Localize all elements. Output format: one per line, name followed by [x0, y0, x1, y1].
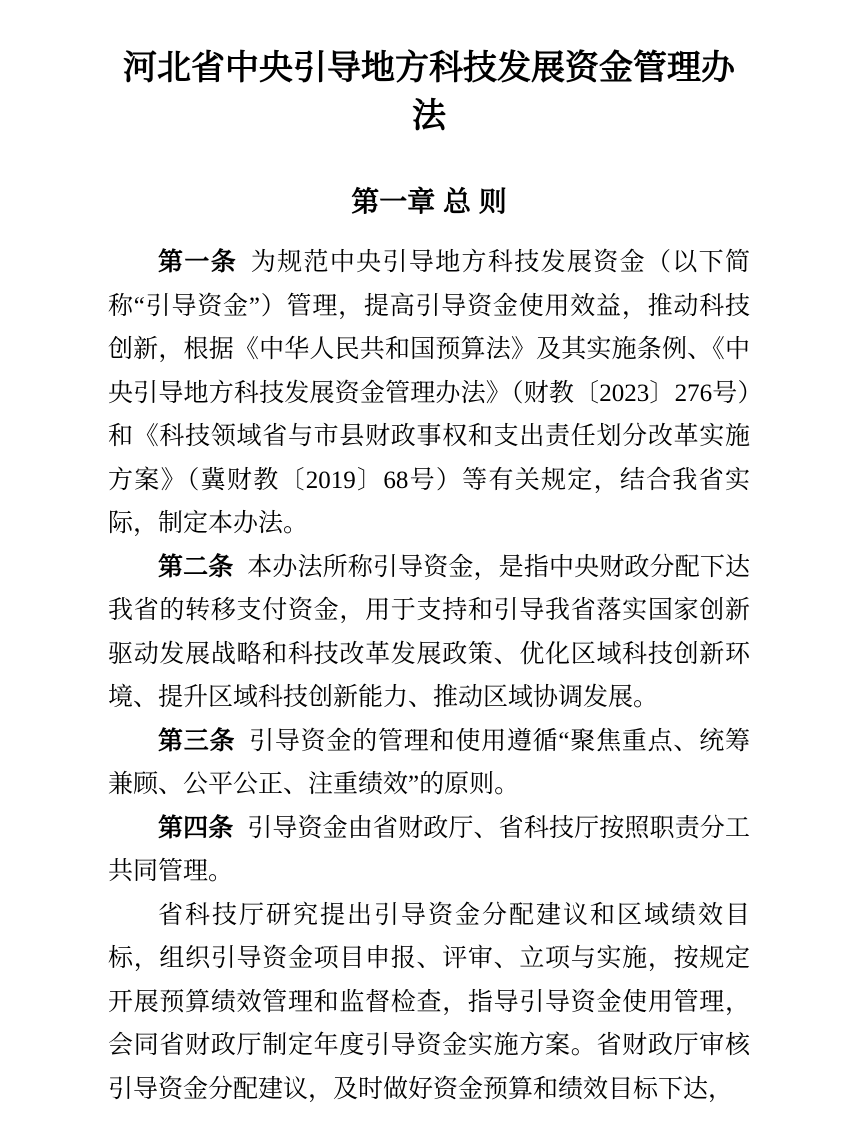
- article-2-label: 第二条: [158, 552, 234, 581]
- article-3-text: 引导资金的管理和使用遵循“聚焦重点、统筹兼顾、公平公正、注重绩效”的原则。: [108, 727, 750, 798]
- paragraph-article-3: [108, 720, 750, 807]
- article-1-label: 第一条: [158, 248, 238, 276]
- article-4-label: 第四条: [158, 813, 234, 842]
- chapter-heading: 第一章 总 则: [351, 186, 507, 217]
- paragraph-article-2: [108, 546, 750, 720]
- continuation-text: 省科技厅研究提出引导资金分配建议和区域绩效目标，组织引导资金项目申报、评审、立项与实施，按规定开展预算绩效管理和监督检查，指导引导资金使用管理，会同省财政厅制定年度引导资金实施方案。省财政厅审核引导资金分配建议，及时做好资金预算和绩效目标下达，: [108, 901, 750, 1103]
- paragraph-article-1: [108, 241, 750, 546]
- article-4-text: 引导资金由省财政厅、省科技厅按照职责分工共同管理。: [108, 814, 750, 885]
- article-1-text: 为规范中央引导地方科技发展资金（以下简称“引导资金”）管理，提高引导资金使用效益，推动科技创新，根据《中华人民共和国预算法》及其实施条例、《中央引导地方科技发展资金管理办法》（财教〔2023〕276号）和《科技领域省与市县财政事权和支出责任划分改革实施方案》（冀财教〔2019〕68号）等有关规定，结合我省实际，制定本办法。: [108, 249, 750, 537]
- article-2-text: 本办法所称引导资金，是指中央财政分配下达我省的转移支付资金，用于支持和引导我省落实国家创新驱动发展战略和科技改革发展政策、优化区域科技创新环境、提升区域科技创新能力、推动区域协调发展。: [108, 553, 750, 711]
- paragraph-article-4: [108, 807, 750, 894]
- article-3-label: 第三条: [158, 726, 236, 755]
- paragraph-article-4-continuation: [108, 894, 750, 1112]
- document-body: [108, 241, 750, 1111]
- document-title: 河北省中央引导地方科技发展资金管理办法: [123, 49, 735, 135]
